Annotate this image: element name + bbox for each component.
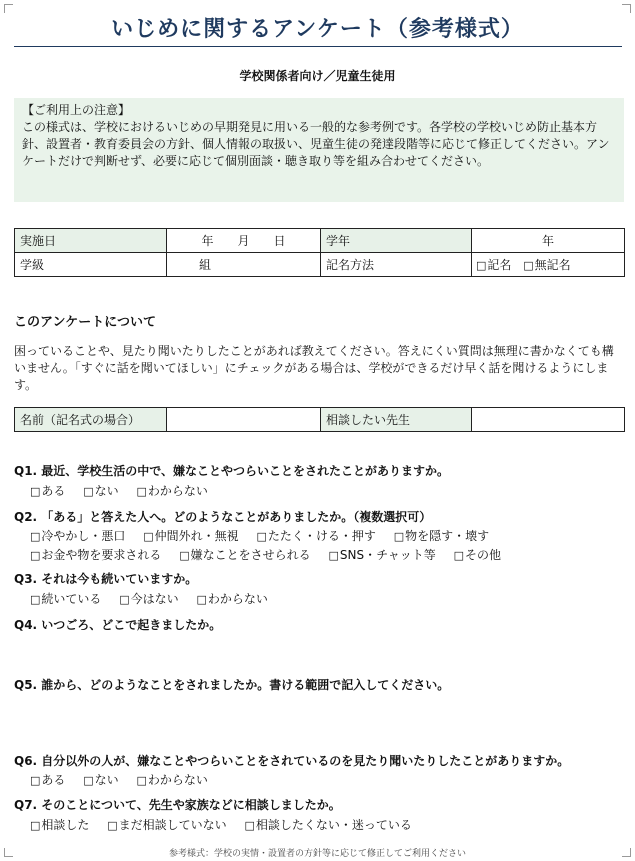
checkbox-option[interactable] (394, 529, 489, 543)
grade-field[interactable]: 年 (472, 229, 625, 253)
checkbox-icon: □ (119, 593, 130, 606)
name-method-options (472, 253, 625, 277)
table-row (15, 229, 625, 253)
checkbox-icon: □ (30, 530, 41, 543)
option-label: 相談した (41, 818, 90, 832)
about-body: 困っていることや、見たり聞いたりしたことがあれば教えてください。答えにくい質問は無理に書かなくても構いません。「すぐに話を聞いてほしい」にチェックがある場合は、学校ができるだけ早く話を聞けるようにします。 (14, 344, 614, 392)
checkbox-icon: □ (136, 774, 147, 787)
checkbox-option[interactable] (329, 548, 436, 562)
checkbox-icon: □ (30, 819, 41, 832)
option-label: ある (41, 484, 66, 498)
teacher-label: 相談したい先生 (321, 408, 472, 432)
class-field[interactable]: 組 (167, 253, 321, 277)
name-label: 名前（記名式の場合） (15, 408, 167, 432)
checkbox-icon: □ (476, 259, 487, 272)
option-label: 記名 (487, 258, 512, 272)
checkbox-named[interactable] (476, 258, 511, 272)
document-title: いじめに関するアンケート（参考様式） (111, 17, 524, 42)
checkbox-icon: □ (244, 819, 255, 832)
checkbox-option[interactable] (119, 592, 178, 606)
question-7-options (30, 816, 624, 835)
option-label: 無記名 (534, 258, 571, 272)
option-label: お金や物を要求される (41, 548, 162, 562)
option-label: その他 (465, 548, 502, 562)
title-underline (14, 46, 622, 47)
question-6: Q6. 自分以外の人が、嫌なことやつらいことをされているのを見たり聞いたりしたことがありますか。 (14, 754, 570, 768)
date-label: 実施日 (15, 229, 167, 253)
option-label: わからない (147, 773, 208, 787)
checkbox-option[interactable] (454, 548, 501, 562)
about-heading: このアンケートについて (14, 315, 156, 330)
option-label: まだ相談していない (118, 818, 227, 832)
option-label: ない (94, 484, 119, 498)
usage-notice-box (14, 98, 624, 202)
checkbox-option[interactable] (30, 592, 101, 606)
consult-table (14, 407, 625, 432)
checkbox-icon: □ (453, 549, 464, 562)
checkbox-icon: □ (136, 485, 147, 498)
option-label: 嫌なことをさせられる (190, 548, 311, 562)
checkbox-option[interactable] (179, 548, 310, 562)
checkbox-option[interactable] (83, 773, 118, 787)
date-field[interactable]: 年 月 日 (167, 229, 321, 253)
option-label: ある (41, 773, 66, 787)
teacher-field[interactable] (472, 408, 625, 432)
checkbox-icon: □ (196, 593, 207, 606)
name-field[interactable] (167, 408, 321, 432)
document-subtitle: 学校関係者向け／児童生徒用 (239, 69, 396, 83)
checkbox-option[interactable] (30, 529, 125, 543)
question-1-options (30, 482, 624, 501)
checkbox-option[interactable] (137, 773, 208, 787)
checkbox-icon: □ (30, 593, 41, 606)
checkbox-option[interactable] (257, 529, 376, 543)
checkbox-icon: □ (179, 549, 190, 562)
option-label: 仲間外れ・無視 (154, 529, 239, 543)
checkbox-option[interactable] (30, 484, 65, 498)
checkbox-option[interactable] (107, 818, 226, 832)
checkbox-icon: □ (30, 774, 41, 787)
question-3-options (30, 590, 624, 609)
checkbox-option[interactable] (30, 773, 65, 787)
question-2: Q2. 「ある」と答えた人へ。どのようなことがありましたか。（複数選択可） (14, 510, 432, 524)
option-label: ない (94, 773, 119, 787)
survey-info-table (14, 228, 625, 277)
grade-label: 学年 (321, 229, 472, 253)
option-label: わからない (207, 592, 268, 606)
page-footer-note: 参考様式：学校の実情・設置者の方針等に応じて修正してご利用ください (168, 849, 466, 859)
question-3: Q3. それは今も続いていますか。 (14, 572, 198, 586)
question-1: Q1. 最近、学校生活の中で、嫌なことやつらいことをされたことがありますか。 (14, 464, 450, 478)
checkbox-icon: □ (30, 549, 41, 562)
notice-heading: 【ご利用上の注意】 (22, 103, 131, 117)
option-label: 続いている (41, 592, 102, 606)
checkbox-anonymous[interactable] (523, 258, 570, 272)
option-label: SNS・チャット等 (339, 548, 436, 562)
checkbox-icon: □ (523, 259, 534, 272)
option-label: 物を隠す・壊す (405, 529, 490, 543)
table-row (15, 253, 625, 277)
class-label: 学級 (15, 253, 167, 277)
checkbox-option[interactable] (197, 592, 268, 606)
notice-body: この様式は、学校におけるいじめの早期発見に用いる一般的な参考例です。各学校の学校いじめ防止基本方針、設置者・教育委員会の方針、個人情報の取扱い、児童生徒の発達段階等に応じて修正してください。アンケートだけで判断せず、必要に応じて個別面談・聴き取り等を組み合わせてください。 (22, 120, 610, 168)
option-label: 冷やかし・悪口 (41, 529, 126, 543)
option-label: 相談したくない・迷っている (255, 818, 412, 832)
question-2-options (30, 527, 624, 565)
checkbox-icon: □ (393, 530, 405, 543)
checkbox-option[interactable] (30, 818, 89, 832)
name-method-label: 記名方法 (321, 253, 472, 277)
checkbox-icon: □ (30, 485, 41, 498)
table-row (15, 408, 625, 432)
checkbox-option[interactable] (83, 484, 118, 498)
question-6-options (30, 771, 624, 790)
option-label: 今はない (130, 592, 179, 606)
checkbox-option[interactable] (245, 818, 412, 832)
checkbox-option[interactable] (137, 484, 208, 498)
checkbox-icon: □ (83, 485, 94, 498)
question-7: Q7. そのことについて、先生や家族などに相談しましたか。 (14, 798, 341, 812)
option-label: わからない (147, 484, 208, 498)
checkbox-icon: □ (328, 549, 339, 562)
checkbox-icon: □ (107, 819, 118, 832)
question-4: Q4. いつごろ、どこで起きましたか。 (14, 618, 222, 632)
question-5: Q5. 誰から、どのようなことをされましたか。書ける範囲で記入してください。 (14, 678, 450, 692)
checkbox-icon: □ (83, 774, 94, 787)
checkbox-icon: □ (256, 530, 267, 543)
checkbox-option[interactable] (143, 529, 238, 543)
checkbox-option[interactable] (30, 548, 161, 562)
checkbox-icon: □ (143, 530, 154, 543)
option-label: たたく・ける・押す (267, 529, 376, 543)
